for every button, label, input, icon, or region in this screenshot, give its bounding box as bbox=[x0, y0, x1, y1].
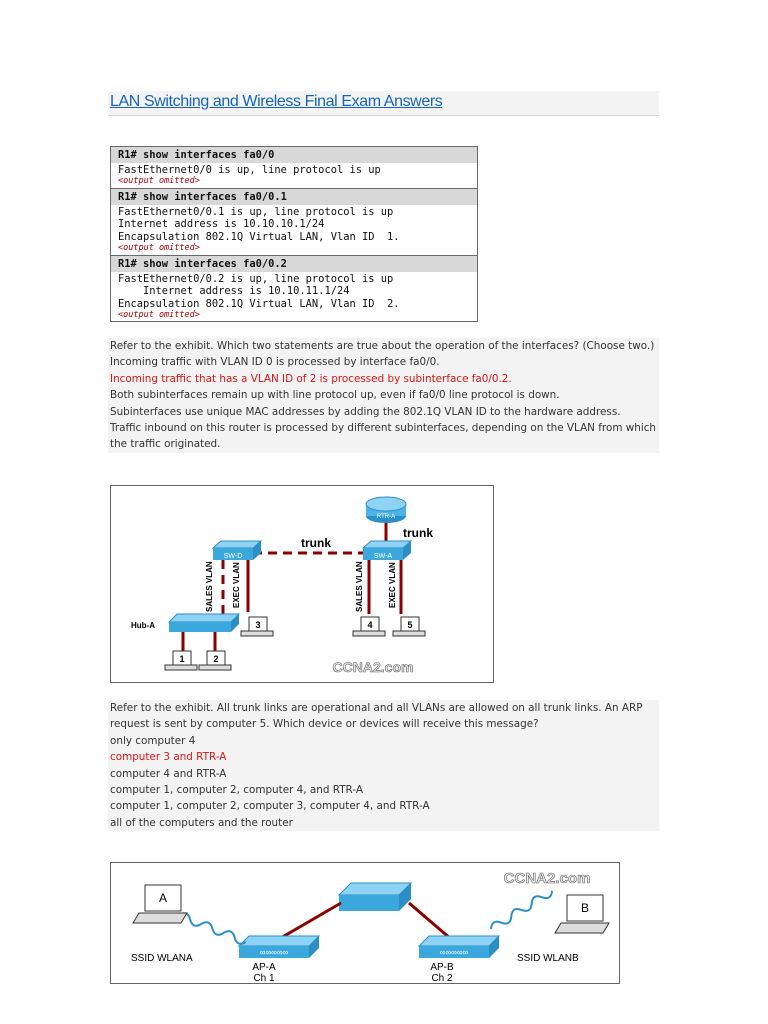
question-text: Refer to the exhibit. All trunk links are operational and all VLANs are allowed on all trunk links. An ARP bbox=[110, 702, 643, 714]
answer-option: all of the computers and the router bbox=[110, 816, 293, 829]
computer-icon bbox=[165, 651, 197, 670]
access-point-icon bbox=[239, 936, 319, 958]
router-icon bbox=[366, 497, 406, 523]
computer-icon bbox=[353, 617, 385, 636]
answer-option: computer 4 and RTR-A bbox=[110, 767, 227, 780]
question-text: Refer to the exhibit. Which two statements are true about the operation of the interfaces? (Choose two.) bbox=[110, 340, 655, 352]
cli-command: R1# show interfaces fa0/0 bbox=[111, 147, 477, 163]
ap-b-label: AP-B bbox=[430, 962, 454, 973]
computer-label: 3 bbox=[255, 620, 261, 630]
answer-option-correct: computer 3 and RTR-A bbox=[110, 751, 227, 764]
wireless-wave-icon bbox=[489, 887, 554, 932]
cli-command: R1# show interfaces fa0/0.1 bbox=[111, 189, 477, 205]
ap-a-link bbox=[279, 903, 341, 939]
computer-label: 2 bbox=[213, 654, 219, 664]
sales-vlan-label: SALES VLAN bbox=[205, 561, 214, 612]
sales-vlan-label: SALES VLAN bbox=[355, 561, 364, 612]
computer-label: 4 bbox=[367, 620, 373, 630]
cli-omitted: <output omitted> bbox=[118, 243, 200, 253]
watermark: CCNA2.com bbox=[503, 870, 591, 887]
laptop-icon bbox=[555, 895, 609, 933]
vlan-diagram-svg bbox=[111, 486, 493, 682]
ap-b-link bbox=[409, 903, 451, 939]
hub-icon bbox=[169, 614, 239, 632]
question-2 bbox=[108, 700, 659, 831]
laptop-a-label: A bbox=[158, 891, 168, 905]
page-title-link[interactable]: LAN Switching and Wireless Final Exam Answers bbox=[110, 93, 443, 110]
wireless-wave-icon bbox=[178, 911, 248, 945]
computer-icon bbox=[199, 651, 231, 670]
switch-icon bbox=[363, 541, 411, 560]
laptop-icon bbox=[133, 885, 187, 923]
ap-a-label: AP-A bbox=[252, 962, 276, 973]
switch-label: SW-A bbox=[373, 553, 393, 560]
trunk-label-right: trunk bbox=[403, 526, 433, 540]
ssid-b-label: SSID WLANB bbox=[517, 953, 579, 964]
cli-output-line: FastEthernet0/0 is up, line protocol is up bbox=[118, 163, 381, 176]
router-label: RTR-A bbox=[376, 514, 396, 520]
answer-option: the traffic originated. bbox=[110, 438, 221, 451]
cli-omitted: <output omitted> bbox=[118, 310, 200, 320]
ap-b-channel: Ch 2 bbox=[431, 973, 453, 983]
access-point-icon bbox=[419, 936, 499, 958]
hub-label: Hub-A bbox=[131, 621, 155, 630]
exec-vlan-label: EXEC VLAN bbox=[232, 562, 241, 608]
question-text: request is sent by computer 5. Which device or devices will receive this message? bbox=[110, 718, 539, 731]
answer-option: Incoming traffic with VLAN ID 0 is processed by interface fa0/0. bbox=[110, 356, 440, 369]
computer-icon bbox=[241, 617, 273, 636]
cli-command: R1# show interfaces fa0/0.2 bbox=[111, 256, 477, 272]
answer-option: Traffic inbound on this router is processed by different subinterfaces, depending on the VLAN from which bbox=[110, 422, 657, 435]
switch-label: SW-D bbox=[223, 553, 243, 560]
cli-exhibit bbox=[110, 146, 478, 322]
cli-block bbox=[111, 256, 477, 322]
question-1 bbox=[108, 338, 659, 453]
computer-label: 1 bbox=[179, 654, 185, 664]
wireless-diagram bbox=[110, 862, 620, 984]
laptop-b-label: B bbox=[580, 901, 590, 915]
watermark: CCNA2.com bbox=[332, 659, 414, 675]
title-bar bbox=[108, 91, 659, 116]
cli-output-line: Internet address is 10.10.10.1/24 bbox=[118, 218, 325, 230]
wireless-diagram-svg bbox=[111, 863, 619, 983]
ssid-a-label: SSID WLANA bbox=[131, 953, 193, 964]
svg-text:∞∞∞∞∞: ∞∞∞∞∞ bbox=[439, 948, 469, 957]
cli-output-line: FastEthernet0/0.2 is up, line protocol is up bbox=[118, 272, 394, 285]
switch-icon bbox=[339, 883, 411, 911]
switch-icon bbox=[213, 541, 261, 560]
cli-block bbox=[111, 147, 477, 189]
cli-output-line: FastEthernet0/0.1 is up, line protocol is up bbox=[118, 205, 394, 218]
cli-output-line: Encapsulation 802.1Q Virtual LAN, Vlan ID 2. bbox=[118, 297, 400, 310]
svg-text:∞∞∞∞∞: ∞∞∞∞∞ bbox=[259, 948, 289, 957]
cli-omitted: <output omitted> bbox=[118, 176, 200, 186]
computer-icon bbox=[393, 617, 425, 636]
answer-option: computer 1, computer 2, computer 3, computer 4, and RTR-A bbox=[110, 800, 430, 813]
cli-output-line: Encapsulation 802.1Q Virtual LAN, Vlan ID 1. bbox=[118, 230, 400, 243]
answer-option: computer 1, computer 2, computer 4, and RTR-A bbox=[110, 784, 363, 797]
cli-output-line: Internet address is 10.10.11.1/24 bbox=[118, 285, 350, 297]
answer-option-correct: Incoming traffic that has a VLAN ID of 2 is processed by subinterface fa0/0.2. bbox=[110, 372, 512, 385]
exec-vlan-label: EXEC VLAN bbox=[388, 562, 397, 608]
trunk-label-left: trunk bbox=[301, 536, 331, 550]
computer-label: 5 bbox=[407, 620, 413, 630]
ap-a-channel: Ch 1 bbox=[253, 973, 275, 983]
answer-option: only computer 4 bbox=[110, 734, 196, 747]
vlan-diagram bbox=[110, 485, 494, 683]
answer-option: Subinterfaces use unique MAC addresses by adding the 802.1Q VLAN ID to the hardware address. bbox=[110, 405, 621, 418]
answer-option: Both subinterfaces remain up with line protocol up, even if fa0/0 line protocol is down. bbox=[110, 389, 560, 402]
cli-block bbox=[111, 189, 477, 256]
